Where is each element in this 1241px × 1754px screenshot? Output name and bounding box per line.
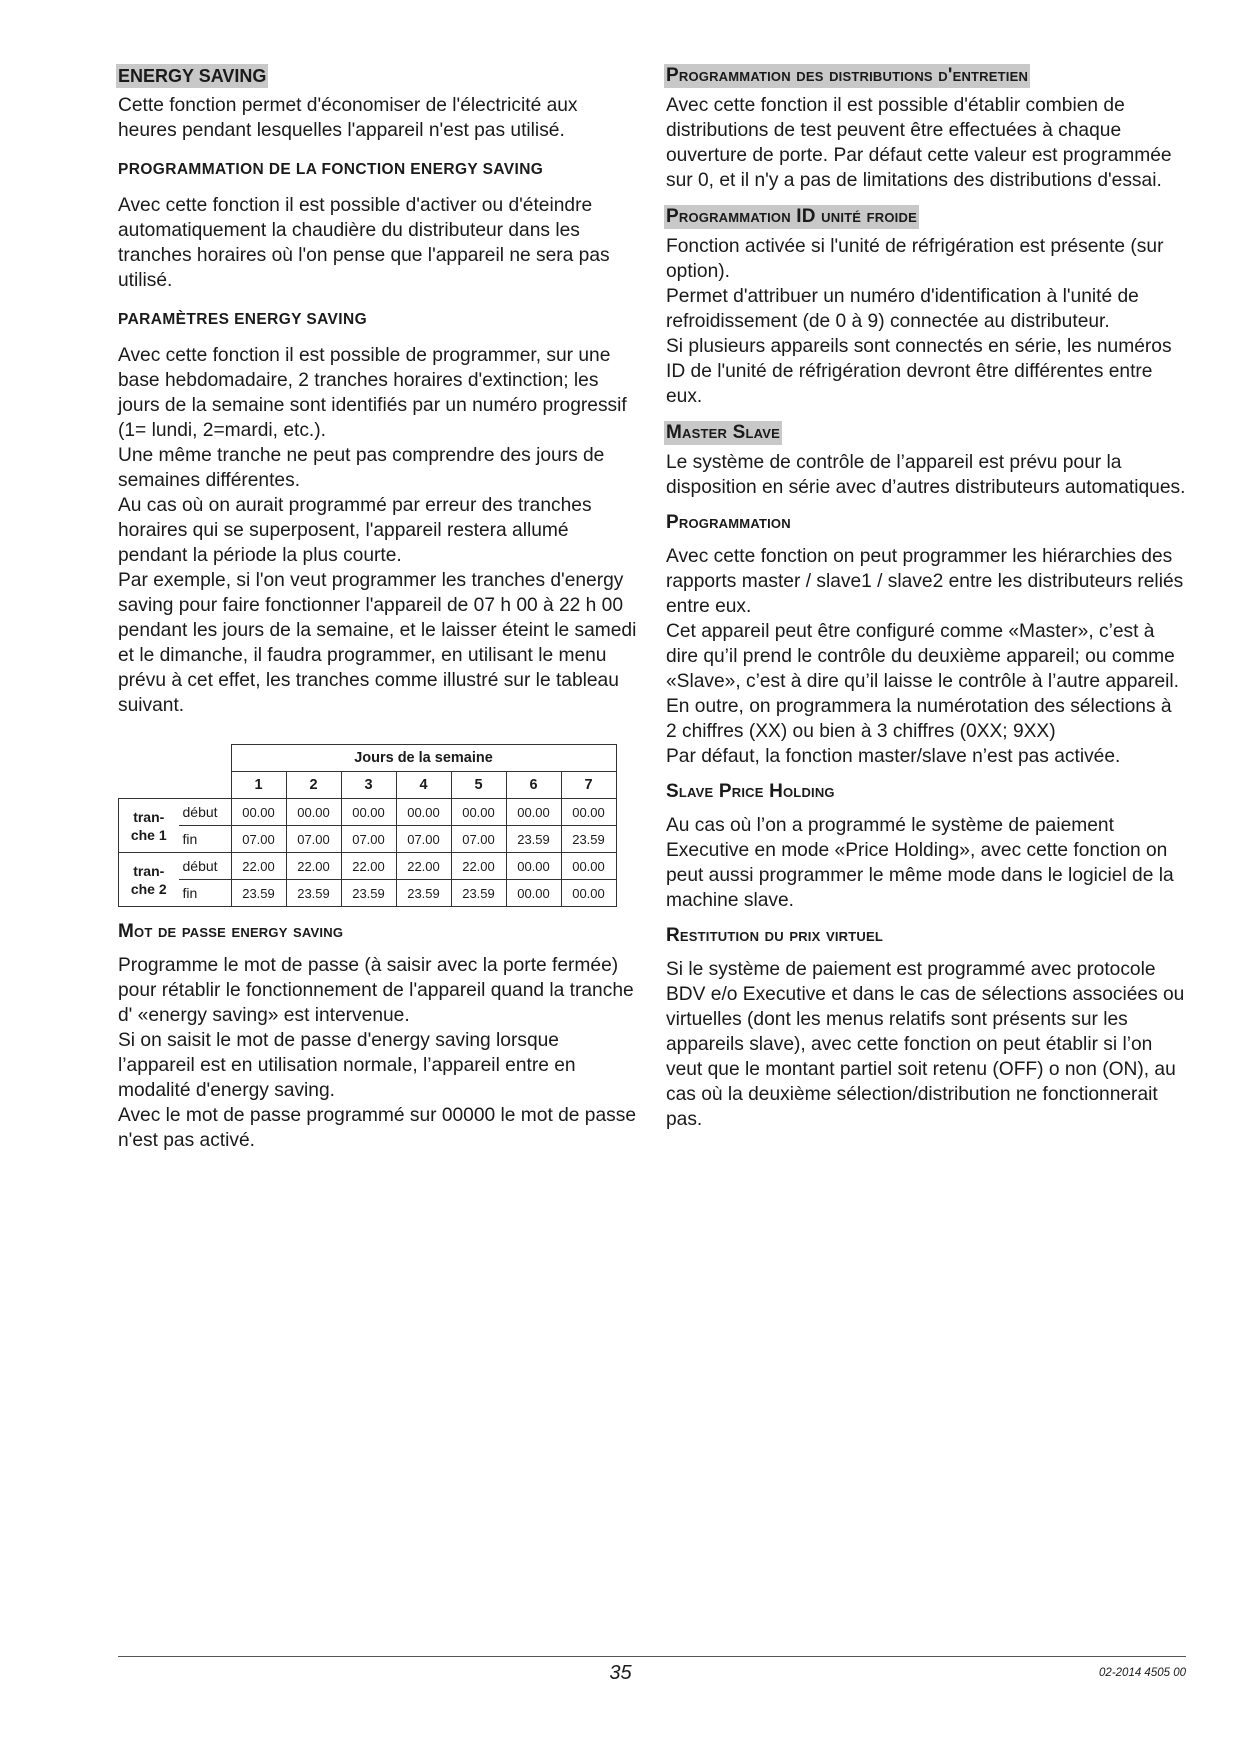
- table-cell: 23.59: [396, 880, 451, 907]
- password-paragraph-1: Programme le mot de passe (à saisir avec la porte fermée) pour rétablir le fonctionnement de l'appareil quand la tranche d' «energy saving» est intervenue.: [118, 955, 634, 1026]
- slave-price-holding-heading: Slave Price Holding: [666, 781, 835, 802]
- id-paragraph-1: Fonction activée si l'unité de réfrigération est présente (sur option).: [666, 236, 1164, 282]
- table-cell: 00.00: [341, 799, 396, 826]
- param-paragraph-3: Au cas où on aurait programmé par erreur des tranches horaires qui se superposent, l'appareil restera allumé pendant la période la plus courte.: [118, 495, 592, 566]
- table-cell: 23.59: [561, 826, 616, 853]
- id-paragraph-3: Si plusieurs appareils sont connectés en série, les numéros ID de l'unité de réfrigération devront être différentes entre eux.: [666, 336, 1172, 407]
- master-slave-heading: Master Slave: [666, 422, 780, 443]
- table-cell: 00.00: [396, 799, 451, 826]
- table-cell: 22.00: [231, 853, 286, 880]
- id-paragraph-2: Permet d'attribuer un numéro d'identification à l'unité de refroidissement (de 0 à 9) connectée au distributeur.: [666, 286, 1139, 332]
- table-cell: 07.00: [231, 826, 286, 853]
- debut-label: début: [179, 799, 232, 826]
- table-cell: 00.00: [506, 799, 561, 826]
- document-reference: 02-2014 4505 00: [1099, 1667, 1186, 1679]
- table-cell: 00.00: [286, 799, 341, 826]
- table-cell: 07.00: [396, 826, 451, 853]
- table-cell: 22.00: [286, 853, 341, 880]
- right-column: [666, 64, 1186, 1132]
- table-row: [119, 799, 617, 826]
- table-row: [119, 826, 617, 853]
- table-cell: 00.00: [231, 799, 286, 826]
- day-3: 3: [341, 772, 396, 799]
- day-6: 6: [506, 772, 561, 799]
- programmation-paragraph-2: Cet appareil peut être configuré comme «Master», c’est à dire qu’il prend le contrôle du deuxième appareil; ou comme «Slave», c’est à dire qu’il laisse le contrôle à l’autre appareil.: [666, 621, 1180, 692]
- table-cell: 22.00: [396, 853, 451, 880]
- energy-saving-heading: ENERGY SAVING: [118, 66, 267, 86]
- dist-heading: Programmation des distributions d'entretien: [666, 65, 1029, 86]
- energy-saving-table: [118, 744, 617, 907]
- param-paragraph-4: Par exemple, si l'on veut programmer les tranches d'energy saving pour faire fonctionner l'appareil de 07 h 00 à 22 h 00 pendant les jours de la semaine, et le laisser éteint le samedi et le dimanche, il faudra programmer, en utilisant le menu prévu à cet effet, les tranches comme illustré sur le tableau suivant.: [118, 570, 637, 716]
- param-energy-heading: PARAMÈTRES ENERGY SAVING: [118, 311, 368, 328]
- left-column: [118, 64, 638, 1153]
- fin-label: fin: [179, 880, 232, 907]
- id-heading: Programmation ID unité froide: [666, 206, 917, 227]
- slave-price-holding-text: Au cas où l’on a programmé le système de paiement Executive en mode «Price Holding», avec cette fonction on peut aussi programmer le même mode dans le logiciel de la machine slave.: [666, 815, 1174, 911]
- fin-label: fin: [179, 826, 232, 853]
- table-cell: 23.59: [451, 880, 506, 907]
- table-row: [119, 853, 617, 880]
- programmation-heading: Programmation: [666, 512, 791, 533]
- page-number: 35: [609, 1662, 632, 1684]
- tranche-2-label: tran- che 2: [119, 853, 179, 907]
- table-cell: 07.00: [451, 826, 506, 853]
- table-cell: 00.00: [561, 880, 616, 907]
- table-cell: 23.59: [341, 880, 396, 907]
- table-row: [119, 880, 617, 907]
- table-cell: 23.59: [286, 880, 341, 907]
- table-header-days: Jours de la semaine: [231, 745, 616, 772]
- programmation-paragraph-1: Avec cette fonction on peut programmer les hiérarchies des rapports master / slave1 / slave2 entre les distributeurs reliés entre eux.: [666, 546, 1184, 617]
- tranche-1-label: tran- che 1: [119, 799, 179, 853]
- table-cell: 23.59: [506, 826, 561, 853]
- programmation-paragraph-3: En outre, on programmera la numérotation des sélections à 2 chiffres (XX) ou bien à 3 chiffres (0XX; 9XX): [666, 696, 1172, 742]
- table-cell: 22.00: [451, 853, 506, 880]
- param-paragraph-2: Une même tranche ne peut pas comprendre des jours de semaines différentes.: [118, 445, 605, 491]
- restitution-text: Si le système de paiement est programmé avec protocole BDV e/o Executive et dans le cas de sélections associées ou virtuelles (dont les menus relatifs sont présents sur les appareils slave), avec cette fonction on peut établir si l’on veut que le montant partiel soit retenu (OFF) o non (ON), au cas où la deuxième sélection/distribution ne fonctionnerait pas.: [666, 959, 1185, 1130]
- prog-energy-text: Avec cette fonction il est possible d'activer ou d'éteindre automatiquement la chaudière du distributeur dans les tranches horaires où l'on pense que l'appareil ne sera pas utilisé.: [118, 195, 610, 291]
- table-cell: 00.00: [451, 799, 506, 826]
- prog-energy-heading: PROGRAMMATION DE LA FONCTION ENERGY SAVING: [118, 161, 544, 178]
- footer-divider: [118, 1656, 1186, 1657]
- table-cell: 22.00: [341, 853, 396, 880]
- table-cell: 07.00: [286, 826, 341, 853]
- master-slave-text: Le système de contrôle de l’appareil est prévu pour la disposition en série avec d’autres distributeurs automatiques.: [666, 452, 1186, 498]
- programmation-paragraph-4: Par défaut, la fonction master/slave n’est pas activée.: [666, 746, 1121, 767]
- table-cell: 00.00: [506, 880, 561, 907]
- table-cell: 00.00: [561, 853, 616, 880]
- day-7: 7: [561, 772, 616, 799]
- day-5: 5: [451, 772, 506, 799]
- password-heading: Mot de passe energy saving: [118, 921, 344, 942]
- table-cell: 00.00: [506, 853, 561, 880]
- table-cell: 07.00: [341, 826, 396, 853]
- day-1: 1: [231, 772, 286, 799]
- dist-text: Avec cette fonction il est possible d'établir combien de distributions de test peuvent être effectuées à chaque ouverture de porte. Par défaut cette valeur est programmée sur 0, et il n'y a pas de limitations des distributions d'essai.: [666, 95, 1172, 191]
- param-paragraph-1: Avec cette fonction il est possible de programmer, sur une base hebdomadaire, 2 tranches horaires d'extinction; les jours de la semaine sont identifiés par un numéro progressif (1= lundi, 2=mardi, etc.).: [118, 345, 627, 441]
- password-paragraph-2: Si on saisit le mot de passe d'energy saving lorsque l’appareil est en utilisation normale, l’appareil entre en modalité d'energy saving.: [118, 1030, 576, 1101]
- day-4: 4: [396, 772, 451, 799]
- table-cell: 00.00: [561, 799, 616, 826]
- password-paragraph-3: Avec le mot de passe programmé sur 00000 le mot de passe n'est pas activé.: [118, 1105, 636, 1151]
- day-2: 2: [286, 772, 341, 799]
- table-cell: 23.59: [231, 880, 286, 907]
- energy-saving-text: Cette fonction permet d'économiser de l'électricité aux heures pendant lesquelles l'appareil n'est pas utilisé.: [118, 95, 578, 141]
- debut-label: début: [179, 853, 232, 880]
- restitution-heading: Restitution du prix virtuel: [666, 925, 883, 946]
